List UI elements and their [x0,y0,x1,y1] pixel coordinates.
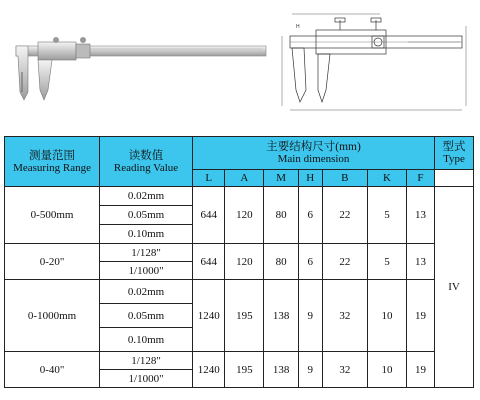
dim-cell: 80 [264,187,299,244]
table-row [5,280,474,304]
dim-cell: 138 [264,352,299,388]
reading-cell: 1/128" [100,244,193,262]
table-row [5,352,474,370]
dim-cell: 32 [322,352,367,388]
range-cell: 0-1000mm [5,280,100,352]
dim-cell: 120 [225,244,264,280]
column-f: F [406,170,434,187]
dim-cell: 5 [368,244,407,280]
dim-cell: 120 [225,187,264,244]
dim-cell: 32 [322,280,367,352]
dim-cell: 1240 [193,352,225,388]
type-header-blank [435,170,474,187]
range-cell: 0-40" [5,352,100,388]
column-l: L [193,170,225,187]
reading-cell: 0.10mm [100,328,193,352]
dim-cell: 6 [298,244,322,280]
range-cell: 0-500mm [5,187,100,244]
dim-cell: 195 [225,280,264,352]
reading-cell: 0.02mm [100,187,193,206]
header-row [5,137,474,170]
dim-cell: 19 [406,280,434,352]
column-k: K [368,170,407,187]
reading-cell: 1/1000" [100,262,193,280]
header-reading-value: 读数值 Reading Value [100,137,193,187]
reading-cell: 1/128" [100,352,193,370]
dim-cell: 9 [298,352,322,388]
dim-cell: 1240 [193,280,225,352]
table-row [5,244,474,262]
reading-cell: 0.02mm [100,280,193,304]
dim-cell: 13 [406,244,434,280]
vernier-caliper-photo [8,22,268,122]
caliper-technical-drawing [280,6,472,118]
column-m: M [264,170,299,187]
dim-cell: 10 [368,352,407,388]
type-cell: IV [435,187,474,388]
dim-cell: 9 [298,280,322,352]
dim-cell: 22 [322,187,367,244]
range-cell: 0-20" [5,244,100,280]
header-main-dimension: 主要结构尺寸(mm) Main dimension [193,137,435,170]
dim-cell: 22 [322,244,367,280]
specification-table [4,136,474,388]
dim-cell: 195 [225,352,264,388]
dim-cell: 13 [406,187,434,244]
svg-text:H: H [296,24,300,30]
dim-cell: 644 [193,187,225,244]
dim-cell: 644 [193,244,225,280]
column-h: H [298,170,322,187]
column-b: B [322,170,367,187]
dim-cell: 5 [368,187,407,244]
dim-cell: 138 [264,280,299,352]
dim-cell: 6 [298,187,322,244]
reading-cell: 0.10mm [100,225,193,244]
table-row [5,187,474,206]
column-a: A [225,170,264,187]
reading-cell: 0.05mm [100,304,193,328]
header-type: 型式 Type [435,137,474,170]
header-measuring-range: 测量范围 Measuring Range [5,137,100,187]
reading-cell: 0.05mm [100,206,193,225]
dim-cell: 10 [368,280,407,352]
dim-cell: 80 [264,244,299,280]
reading-cell: 1/1000" [100,370,193,388]
dim-cell: 19 [406,352,434,388]
